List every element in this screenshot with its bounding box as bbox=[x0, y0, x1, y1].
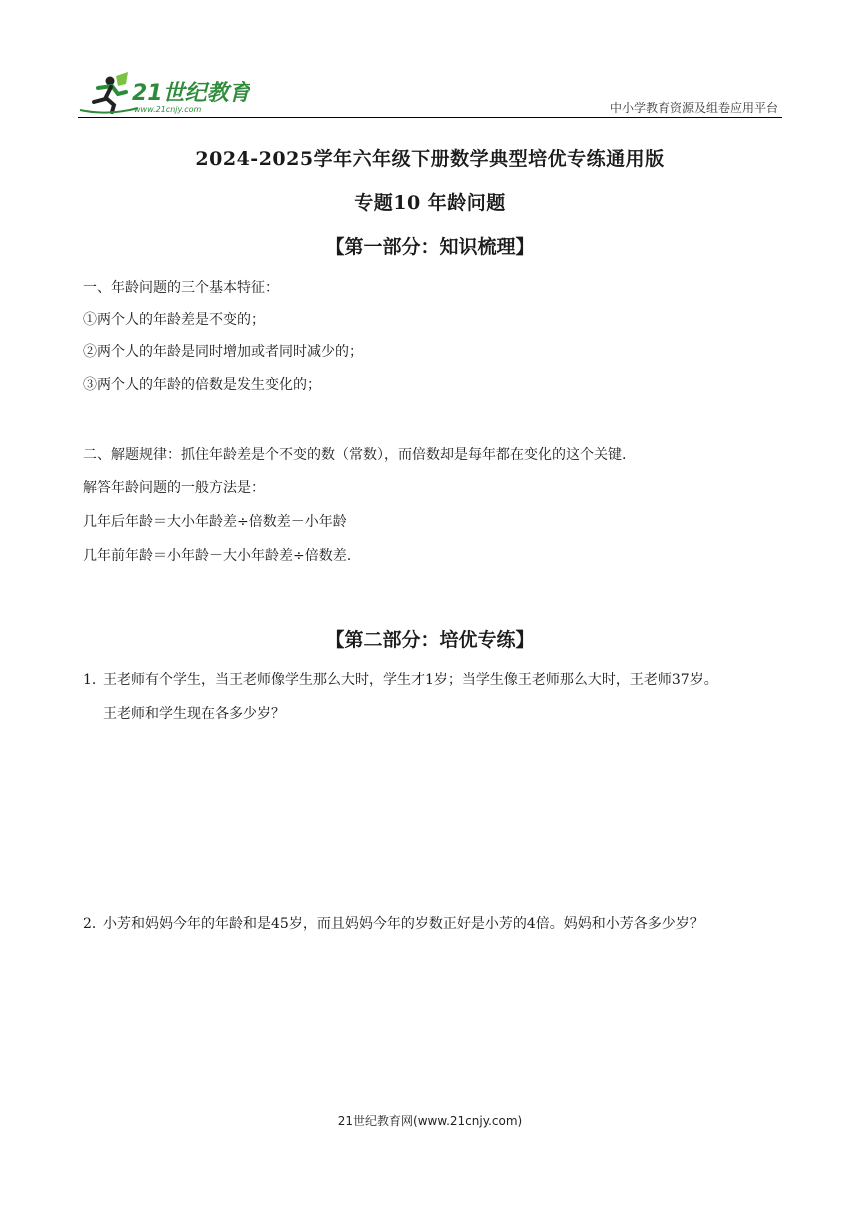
question-2 bbox=[83, 913, 704, 933]
document-title: 2024-2025学年六年级下册数学典型培优专练通用版 bbox=[195, 148, 665, 170]
footer: 21世纪教育网(www.21cnjy.com) bbox=[337, 1114, 523, 1128]
knowledge-line: 一、年龄问题的三个基本特征： bbox=[83, 280, 279, 296]
part1-heading: 【第一部分：知识梳理】 bbox=[325, 236, 535, 258]
formula-line: 几年后年龄＝大小年龄差÷倍数差－小年龄 bbox=[83, 514, 347, 530]
question-text: 小芳和妈妈今年的年龄和是45岁，而且妈妈今年的岁数正好是小芳的4倍。妈妈和小芳各多少岁？ bbox=[103, 916, 704, 932]
logo-url-text: www.21cnjy.com bbox=[134, 105, 202, 114]
question-text: 王老师有个学生，当王老师像学生那么大时，学生才1岁；当学生像王老师那么大时，王老师37岁。 bbox=[103, 672, 718, 688]
question-1 bbox=[83, 669, 718, 689]
knowledge-line: ②两个人的年龄是同时增加或者同时减少的； bbox=[83, 344, 363, 360]
question-1-continuation: 王老师和学生现在各多少岁？ bbox=[103, 706, 285, 722]
header-divider bbox=[78, 117, 782, 118]
site-logo bbox=[78, 72, 250, 116]
platform-label: 中小学教育资源及组卷应用平台 bbox=[609, 101, 778, 115]
document-subtitle: 专题10 年龄问题 bbox=[354, 192, 506, 214]
knowledge-line: ①两个人的年龄差是不变的； bbox=[83, 312, 265, 328]
part2-heading: 【第二部分：培优专练】 bbox=[325, 629, 535, 651]
question-number: 1． bbox=[83, 672, 106, 688]
formula-line: 几年前年龄＝小年龄－大小年龄差÷倍数差. bbox=[83, 548, 352, 564]
knowledge-line: ③两个人的年龄的倍数是发生变化的； bbox=[83, 377, 321, 393]
knowledge-line: 二、解题规律：抓住年龄差是个不变的数（常数），而倍数却是每年都在变化的这个关键. bbox=[83, 447, 627, 463]
knowledge-line: 解答年龄问题的一般方法是： bbox=[83, 480, 265, 496]
logo-text: 21世纪教育 bbox=[132, 81, 250, 106]
question-number: 2． bbox=[83, 916, 106, 932]
